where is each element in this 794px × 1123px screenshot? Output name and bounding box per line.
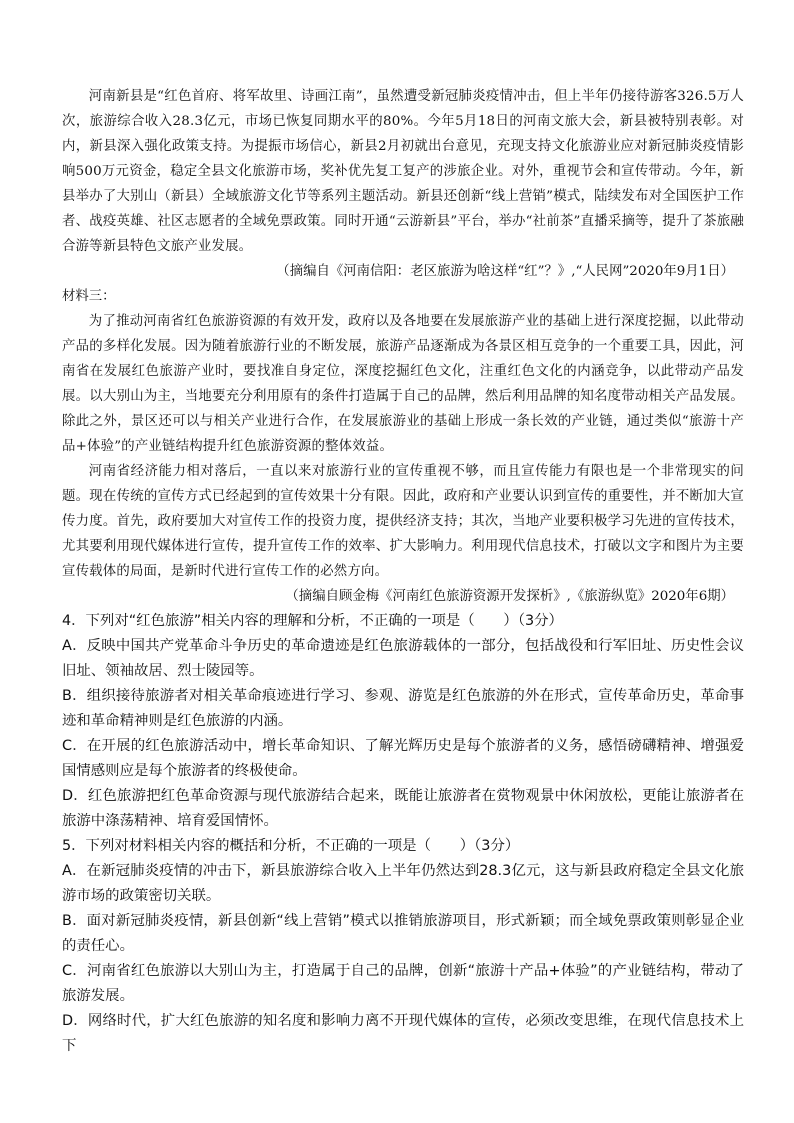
material-two-source: （摘编自《河南信阳：老区旅游为啥这样“红”？》,“人民网”2020年9月1日） — [276, 264, 734, 279]
question-5-option-d: D．网络时代，扩大红色旅游的知名度和影响力离不开现代媒体的宣传，必须改变思维，在现代信息技术上下 — [62, 1013, 744, 1054]
material-three-source: （摘编自顾金梅《河南红色旅游资源开发探析》,《旅游纵览》2020年6期） — [285, 589, 734, 604]
question-4-option-a: A．反映中国共产党革命斗争历史的革命遗迹是红色旅游载体的一部分，包括战役和行军旧址、历史性会议旧址、领袖故居、烈士陵园等。 — [62, 638, 744, 679]
material-two-paragraph: 河南新县是“红色首府、将军故里、诗画江南”，虽然遭受新冠肺炎疫情冲击，但上半年仍接待游客326.5万人次，旅游综合收入28.3亿元，市场已恢复同期水平的80%。今年5月18日的河南文旅大会，新县被特别表彰。对内，新县深入强化政策支持。为提振市场信心，新县2月初就出台意见，充现支持文化旅游业应对新冠肺炎疫情影响500万元资金，稳定全县文化旅游市场，奖补优先复工复产的涉旅企业。对外，重视节会和宣传带动。今年，新县举办了大别山（新县）全域旅游文化节等系列主题活动。新县还创新“线上营销”模式，陆续发布对全国医护工作者、战疫英雄、社区志愿者的全域免票政策。同时开通“云游新县”平台，举办“社前茶”直播采摘等，提升了茶旅融合游等新县特色文旅产业发展。 — [62, 89, 744, 254]
question-4-option-d: D．红色旅游把红色革命资源与现代旅游结合起来，既能让旅游者在赏物观景中休闲放松，更能让旅游者在旅游中涤荡精神、培育爱国情怀。 — [62, 788, 744, 829]
question-4-option-b: B．组织接待旅游者对相关革命痕迹进行学习、参观、游览是红色旅游的外在形式，宣传革命历史，革命事迹和革命精神则是红色旅游的内涵。 — [62, 688, 744, 729]
question-5-option-c: C．河南省红色旅游以大别山为主，打造属于自己的品牌，创新“旅游十产品+体验”的产业链结构，带动了旅游发展。 — [62, 963, 744, 1004]
question-5-stem: 5．下列对材料相关内容的概括和分析，不正确的一项是（ ）（3分） — [62, 838, 520, 854]
question-4-option-c: C．在开展的红色旅游活动中，增长革命知识、了解光辉历史是每个旅游者的义务，感悟磅礴精神、增强爱国情感则应是每个旅游者的终极使命。 — [62, 738, 744, 779]
question-5-option-b: B．面对新冠肺炎疫情，新县创新“线上营销”模式以推销旅游项目，形式新颖；而全域免票政策则彰显企业的责任心。 — [62, 913, 744, 954]
page-content — [62, 84, 744, 1059]
question-5-option-a: A．在新冠肺炎疫情的冲击下，新县旅游综合收入上半年仍然达到28.3亿元，这与新县政府稳定全县文化旅游市场的政策密切关联。 — [62, 863, 744, 904]
material-three-paragraph-2: 河南省经济能力相对落后，一直以来对旅游行业的宣传重视不够，而且宣传能力有限也是一个非常现实的问题。现在传统的宣传方式已经起到的宣传效果十分有限。因此，政府和产业要认识到宣传的重要性，并不断加大宣传力度。首先，政府要加大对宣传工作的投资力度，提供经济支持；其次，当地产业要积极学习先进的宣传技术，尤其要利用现代媒体进行宣传，提升宣传工作的效率、扩大影响力。利用现代信息技术，打破以文字和图片为主要宣传载体的局面，是新时代进行宣传工作的必然方向。 — [62, 464, 744, 579]
material-three-paragraph-1: 为了推动河南省红色旅游资源的有效开发，政府以及各地要在发展旅游产业的基础上进行深度挖掘，以此带动产品的多样化发展。因为随着旅游行业的不断发展，旅游产品逐渐成为各景区相互竞争的一个重要工具，因此，河南省在发展红色旅游产业时，要找准自身定位，深度挖掘红色文化，注重红色文化的内涵竞争，以此带动产品发展。以大别山为主，当地要充分利用原有的条件打造属于自己的品牌，然后利用品牌的知名度带动相关产品发展。除此之外，景区还可以与相关产业进行合作，在发展旅游业的基础上形成一条长效的产业链，通过类似“旅游十产品+体验”的产业链结构提升红色旅游资源的整体效益。 — [62, 314, 744, 454]
question-4-stem: 4．下列对“红色旅游”相关内容的理解和分析，不正确的一项是（ ）（3分） — [62, 613, 563, 629]
material-three-label: 材料三： — [62, 289, 116, 304]
